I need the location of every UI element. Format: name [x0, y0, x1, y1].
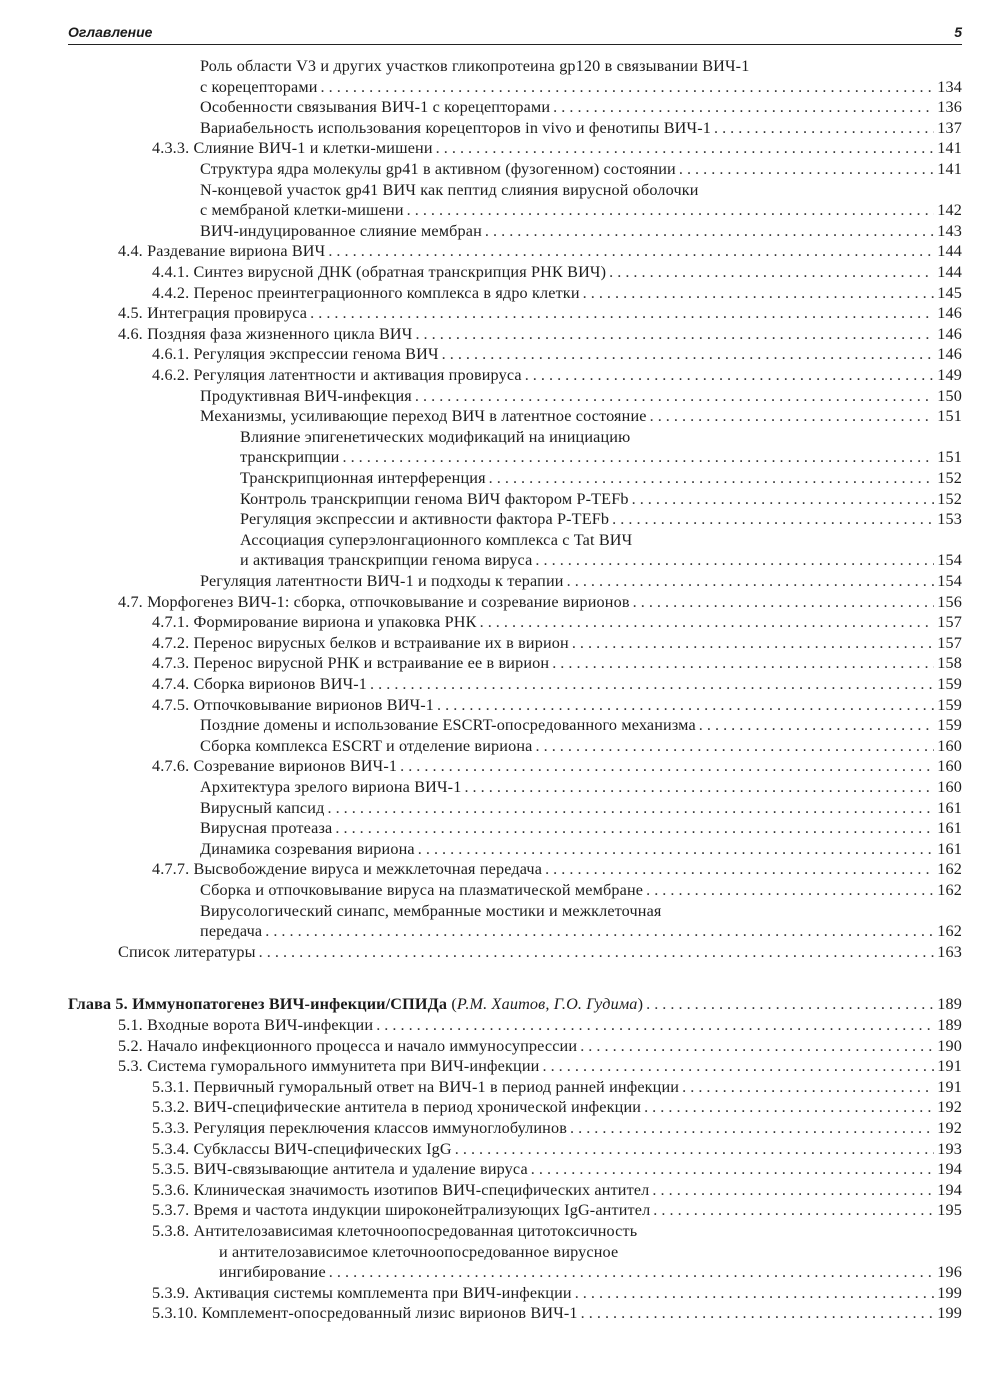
toc-entry[interactable]: [240, 427, 962, 468]
entry-title: Сборка и отпочковывание вируса на плазматической мембране: [200, 881, 644, 899]
page-ref: 137: [937, 118, 962, 137]
entry-title: Динамика созревания вириона: [200, 839, 415, 858]
entry-title: 4.4. Раздевание вириона ВИЧ: [118, 242, 326, 261]
entry-title: Поздние домены и использование ESCRT-опосредованного механизма: [200, 716, 696, 735]
page-ref: 146: [937, 345, 962, 364]
page-ref: 162: [937, 860, 962, 879]
page-ref: 160: [937, 736, 962, 755]
toc-entry[interactable]: [152, 695, 962, 716]
toc-entry[interactable]: [152, 633, 962, 654]
toc-entry[interactable]: [200, 901, 962, 942]
toc-entry[interactable]: [152, 1097, 962, 1118]
page-ref: 195: [937, 1201, 962, 1220]
entry-title: Роль области V3 и других участков гликопротеина gp120 в связывании ВИЧ-1: [200, 57, 750, 75]
entry-title: 5.3.8. Антителозависимая клеточноопосредованная цитотоксичность: [152, 1221, 638, 1240]
running-head: [68, 18, 962, 45]
page-ref: 149: [937, 366, 962, 384]
entry-title: 4.7.6. Созревание вирионов ВИЧ-1: [152, 757, 398, 776]
leader-dots: [572, 633, 934, 654]
leader-dots: [442, 344, 935, 365]
toc-entry[interactable]: [152, 344, 962, 365]
entry-title: и антителозависимое клеточноопосредованное вирусное: [219, 1242, 619, 1261]
leader-dots: [612, 509, 934, 530]
page-ref: 161: [937, 798, 962, 817]
entry-title: с корецепторами: [200, 77, 318, 96]
toc-entry[interactable]: [118, 324, 962, 345]
leader-dots: [632, 489, 935, 510]
entry-title: 4.6.2. Регуляция латентности и активация провируса: [152, 366, 522, 384]
toc-entry[interactable]: [200, 118, 962, 139]
leader-dots: [464, 777, 934, 798]
leader-dots: [583, 283, 935, 304]
page-ref: 150: [937, 386, 962, 405]
toc-entry[interactable]: [200, 386, 962, 407]
entry-title: Список литературы: [118, 942, 256, 961]
leader-dots: [321, 77, 935, 98]
leader-dots: [489, 468, 935, 489]
entry-title: N-концевой участок gp41 ВИЧ как пептид слияния вирусной оболочки: [200, 180, 699, 199]
page-ref: 146: [937, 324, 962, 343]
leader-dots: [531, 1159, 934, 1180]
entry-title: Сборка комплекса ESCRT и отделение вириона: [200, 736, 533, 755]
toc-entry[interactable]: [200, 839, 962, 860]
entry-title: Вирусный капсид: [200, 798, 325, 817]
entry-title: 5.3.7. Время и частота индукции широконейтрализующих IgG-антител: [152, 1201, 651, 1220]
toc-entry[interactable]: [118, 942, 962, 963]
toc-entry[interactable]: [118, 1036, 962, 1057]
toc-entry[interactable]: [240, 530, 962, 571]
entry-title: 5.2. Начало инфекционного процесса и начало иммуносупрессии: [118, 1036, 578, 1055]
leader-dots: [328, 241, 934, 262]
leader-dots: [329, 1262, 934, 1283]
leader-dots: [652, 1180, 934, 1201]
page-ref: 194: [937, 1160, 962, 1179]
leader-dots: [575, 1283, 935, 1304]
page-ref: 158: [937, 654, 962, 673]
entry-title: 4.7.7. Высвобождение вируса и межклеточная передача: [152, 860, 543, 879]
leader-dots: [570, 1118, 934, 1139]
toc-entry[interactable]: [200, 180, 962, 221]
page-ref: 151: [937, 448, 962, 467]
toc-entry[interactable]: [200, 97, 962, 118]
page-ref: 151: [937, 407, 962, 426]
entry-title: 5.3.1. Первичный гуморальный ответ на ВИЧ-1 в период ранней инфекции: [152, 1077, 680, 1096]
leader-dots: [327, 798, 934, 819]
entry-title: 4.7.4. Сборка вирионов ВИЧ-1: [152, 675, 368, 693]
page-ref: 192: [937, 1098, 962, 1117]
entry-title: 5.3.10. Комплемент-опосредованный лизис вирионов ВИЧ-1: [152, 1304, 578, 1323]
entry-title: ВИЧ-индуцированное слияние мембран: [200, 221, 482, 240]
toc-entry[interactable]: [152, 1077, 962, 1098]
page-ref: 136: [937, 98, 962, 117]
leader-dots: [455, 1139, 935, 1160]
page-ref: 157: [937, 613, 962, 632]
toc-entry[interactable]: [152, 859, 962, 880]
page-ref: 156: [937, 592, 962, 611]
page-ref: 160: [937, 778, 962, 796]
leader-dots: [415, 386, 934, 407]
toc-entry[interactable]: [152, 612, 962, 633]
page-ref: 142: [937, 201, 962, 220]
entry-title: 5.1. Входные ворота ВИЧ-инфекции: [118, 1015, 374, 1034]
leader-dots: [581, 1303, 935, 1324]
page-number: 5: [954, 24, 962, 40]
page-ref: 160: [937, 757, 962, 776]
entry-title: Влияние эпигенетических модификаций на инициацию: [240, 427, 631, 446]
page-ref: 134: [937, 77, 962, 96]
entry-title: транскрипции: [240, 448, 340, 467]
toc-entry[interactable]: [200, 221, 962, 242]
toc-entry[interactable]: [200, 56, 962, 97]
page-ref: 163: [937, 942, 962, 961]
entry-title: 4.5. Интеграция провируса: [118, 304, 308, 323]
entry-title: с мембраной клетки-мишени: [200, 201, 404, 220]
entry-title: Вирусная протеаза: [200, 819, 333, 838]
toc-entry[interactable]: [152, 756, 962, 777]
entry-title: Механизмы, усиливающие переход ВИЧ в латентное состояние: [200, 407, 647, 426]
page-ref: 196: [937, 1263, 962, 1282]
entry-title: передача: [200, 922, 263, 941]
entry-title: 4.6. Поздняя фаза жизненного цикла ВИЧ: [118, 324, 413, 343]
page-ref: 154: [937, 551, 962, 570]
entry-title: 4.6.1. Регуляция экспрессии генома ВИЧ: [152, 345, 439, 364]
leader-dots: [480, 612, 935, 633]
toc-entry[interactable]: [152, 1180, 962, 1201]
toc-entry[interactable]: [152, 262, 962, 283]
leader-dots: [682, 1077, 934, 1098]
page-ref: 141: [937, 160, 962, 178]
leader-dots: [552, 653, 934, 674]
page-ref: 194: [937, 1180, 962, 1199]
leader-dots: [485, 221, 934, 242]
leader-dots: [535, 550, 934, 571]
page-ref: 189: [937, 1015, 962, 1034]
toc-entry[interactable]: [200, 571, 962, 592]
leader-dots: [415, 324, 934, 345]
entry-title: 5.3.6. Клиническая значимость изотипов ВИЧ-специфических антител: [152, 1180, 650, 1199]
leader-dots: [418, 839, 935, 860]
leader-dots: [580, 1036, 934, 1057]
chapter-heading[interactable]: [68, 994, 962, 1015]
toc-entry[interactable]: [152, 1118, 962, 1139]
leader-dots: [407, 200, 935, 221]
toc-entry[interactable]: [200, 880, 962, 901]
toc-entry[interactable]: [200, 159, 962, 180]
entry-title: Вариабельность использования корецепторов in vivo и фенотипы ВИЧ-1: [200, 118, 711, 137]
leader-dots: [525, 365, 935, 386]
leader-dots: [553, 97, 934, 118]
entry-title: 5.3.3. Регуляция переключения классов иммуноглобулинов: [152, 1118, 568, 1137]
leader-dots: [650, 406, 935, 427]
toc-entry[interactable]: [118, 303, 962, 324]
leader-dots: [437, 695, 934, 716]
entry-title: 5.3.4. Субклассы ВИЧ-специфических IgG: [152, 1139, 452, 1158]
leader-dots: [536, 736, 935, 757]
page-ref: 191: [937, 1057, 962, 1076]
leader-dots: [436, 138, 935, 159]
page-ref: 157: [937, 633, 962, 652]
toc-entry[interactable]: [118, 241, 962, 262]
entry-title: 5.3.9. Активация системы комплемента при ВИЧ-инфекции: [152, 1283, 572, 1302]
leader-dots: [567, 571, 935, 592]
page-ref: 162: [937, 881, 962, 899]
leader-dots: [644, 1097, 934, 1118]
entry-title: 4.3.3. Слияние ВИЧ-1 и клетки-мишени: [152, 139, 433, 158]
leader-dots: [400, 756, 934, 777]
leader-dots: [646, 880, 934, 901]
toc-entry[interactable]: [118, 1056, 962, 1077]
entry-title: Регуляция латентности ВИЧ-1 и подходы к терапии: [200, 572, 564, 590]
entry-title: 4.4.2. Перенос преинтеграционного комплекса в ядро клетки: [152, 283, 580, 302]
entry-title: Архитектура зрелого вириона ВИЧ-1: [200, 778, 462, 796]
entry-title: и активация транскрипции генома вируса: [240, 551, 533, 570]
toc-entry[interactable]: [152, 653, 962, 674]
entry-title: 4.7.5. Отпочковывание вирионов ВИЧ-1: [152, 695, 435, 714]
entry-title: Продуктивная ВИЧ-инфекция: [200, 386, 412, 405]
chapter-title: Глава 5. Иммунопатогенез ВИЧ-инфекции/СПИДа (Р.М. Хаитов, Г.О. Гудима): [68, 995, 644, 1014]
chapter-title-text: Глава 5. Иммунопатогенез ВИЧ-инфекции/СПИДа: [68, 995, 448, 1014]
entry-title: 4.4.1. Синтез вирусной ДНК (обратная транскрипция РНК ВИЧ): [152, 263, 607, 281]
toc-entry[interactable]: [152, 1139, 962, 1160]
toc-entry[interactable]: [240, 468, 962, 489]
entry-title: Транскрипционная интерференция: [240, 469, 486, 487]
page-ref: 159: [937, 716, 962, 735]
leader-dots: [376, 1015, 934, 1036]
toc-entry[interactable]: [240, 489, 962, 510]
page-ref: 153: [937, 510, 962, 529]
leader-dots: [699, 715, 934, 736]
entry-title: Контроль транскрипции генома ВИЧ фактором P-TEFb: [240, 489, 629, 508]
page-ref: 162: [937, 922, 962, 941]
leader-dots: [609, 262, 934, 283]
toc-entry[interactable]: [200, 406, 962, 427]
toc-entry[interactable]: [152, 283, 962, 304]
page-ref: 154: [937, 572, 962, 590]
entry-title: 5.3.5. ВИЧ-связывающие антитела и удаление вируса: [152, 1160, 528, 1179]
leader-dots: [370, 674, 934, 695]
page-ref: 144: [937, 242, 962, 261]
toc-entry[interactable]: [200, 736, 962, 757]
entry-title: Структура ядра молекулы gp41 в активном (фузогенном) состоянии: [200, 160, 676, 178]
leader-dots: [679, 159, 934, 180]
page-ref: 199: [937, 1283, 962, 1302]
toc-entry[interactable]: [152, 1283, 962, 1304]
toc-entry[interactable]: [152, 365, 962, 386]
page-ref: 152: [937, 489, 962, 508]
entry-title: 4.7.3. Перенос вирусной РНК и встраивание ее в вирион: [152, 654, 550, 673]
page-ref: 159: [937, 695, 962, 714]
page-ref: 193: [937, 1139, 962, 1158]
toc-entry[interactable]: [118, 1015, 962, 1036]
leader-dots: [542, 1056, 934, 1077]
page-ref: 161: [937, 839, 962, 858]
entry-title: Вирусологический синапс, мембранные мостики и межклеточная: [200, 901, 662, 920]
toc-entry[interactable]: [152, 138, 962, 159]
leader-dots: [259, 942, 935, 963]
toc-entry[interactable]: [200, 798, 962, 819]
entry-title: 4.7. Морфогенез ВИЧ-1: сборка, отпочковывание и созревание вирионов: [118, 592, 630, 611]
leader-dots: [714, 118, 934, 139]
page-ref: 161: [937, 819, 962, 838]
leader-dots: [342, 447, 934, 468]
entry-title: ингибирование: [219, 1263, 326, 1282]
entry-title: 4.7.1. Формирование вириона и упаковка РНК: [152, 613, 477, 632]
page-ref: 191: [937, 1077, 962, 1096]
leader-dots: [633, 592, 935, 613]
page-ref: 189: [937, 995, 962, 1014]
toc-entry[interactable]: [200, 777, 962, 798]
page-ref: 199: [937, 1304, 962, 1323]
leader-dots: [310, 303, 934, 324]
page-ref: 143: [937, 221, 962, 240]
leader-dots: [335, 818, 934, 839]
chapter-authors: Р.М. Хаитов, Г.О. Гудима: [456, 995, 638, 1014]
toc-entry[interactable]: [200, 715, 962, 736]
entry-title: Регуляция экспрессии и активности фактора P-TEFb: [240, 510, 610, 529]
leader-dots: [646, 994, 934, 1015]
leader-dots: [265, 921, 934, 942]
toc-entry[interactable]: [240, 509, 962, 530]
page-ref: 145: [937, 283, 962, 302]
page-ref: 192: [937, 1118, 962, 1137]
leader-dots: [545, 859, 934, 880]
toc-entry[interactable]: [200, 818, 962, 839]
toc-entry[interactable]: [152, 674, 962, 695]
entry-title: 4.7.2. Перенос вирусных белков и встраивание их в вирион: [152, 633, 569, 652]
toc-entry[interactable]: [152, 1221, 962, 1283]
page-ref: 159: [937, 675, 962, 693]
entry-title: Ассоциация суперэлонгационного комплекса с Tat ВИЧ: [240, 530, 633, 549]
page-ref: 190: [937, 1036, 962, 1055]
entry-title: Особенности связывания ВИЧ-1 с корецепторами: [200, 98, 551, 117]
page-ref: 152: [937, 469, 962, 487]
page-ref: 144: [937, 263, 962, 281]
page-ref: 146: [937, 304, 962, 323]
entry-title: 5.3.2. ВИЧ-специфические антитела в период хронической инфекции: [152, 1098, 642, 1117]
leader-dots: [653, 1200, 934, 1221]
page-ref: 141: [937, 139, 962, 158]
toc-entry[interactable]: [152, 1159, 962, 1180]
toc-entry[interactable]: [118, 592, 962, 613]
entry-title: 5.3. Система гуморального иммунитета при ВИЧ-инфекции: [118, 1057, 540, 1076]
toc-entry[interactable]: [152, 1303, 962, 1324]
running-head-title: Оглавление: [68, 24, 153, 40]
toc-entry[interactable]: [152, 1200, 962, 1221]
